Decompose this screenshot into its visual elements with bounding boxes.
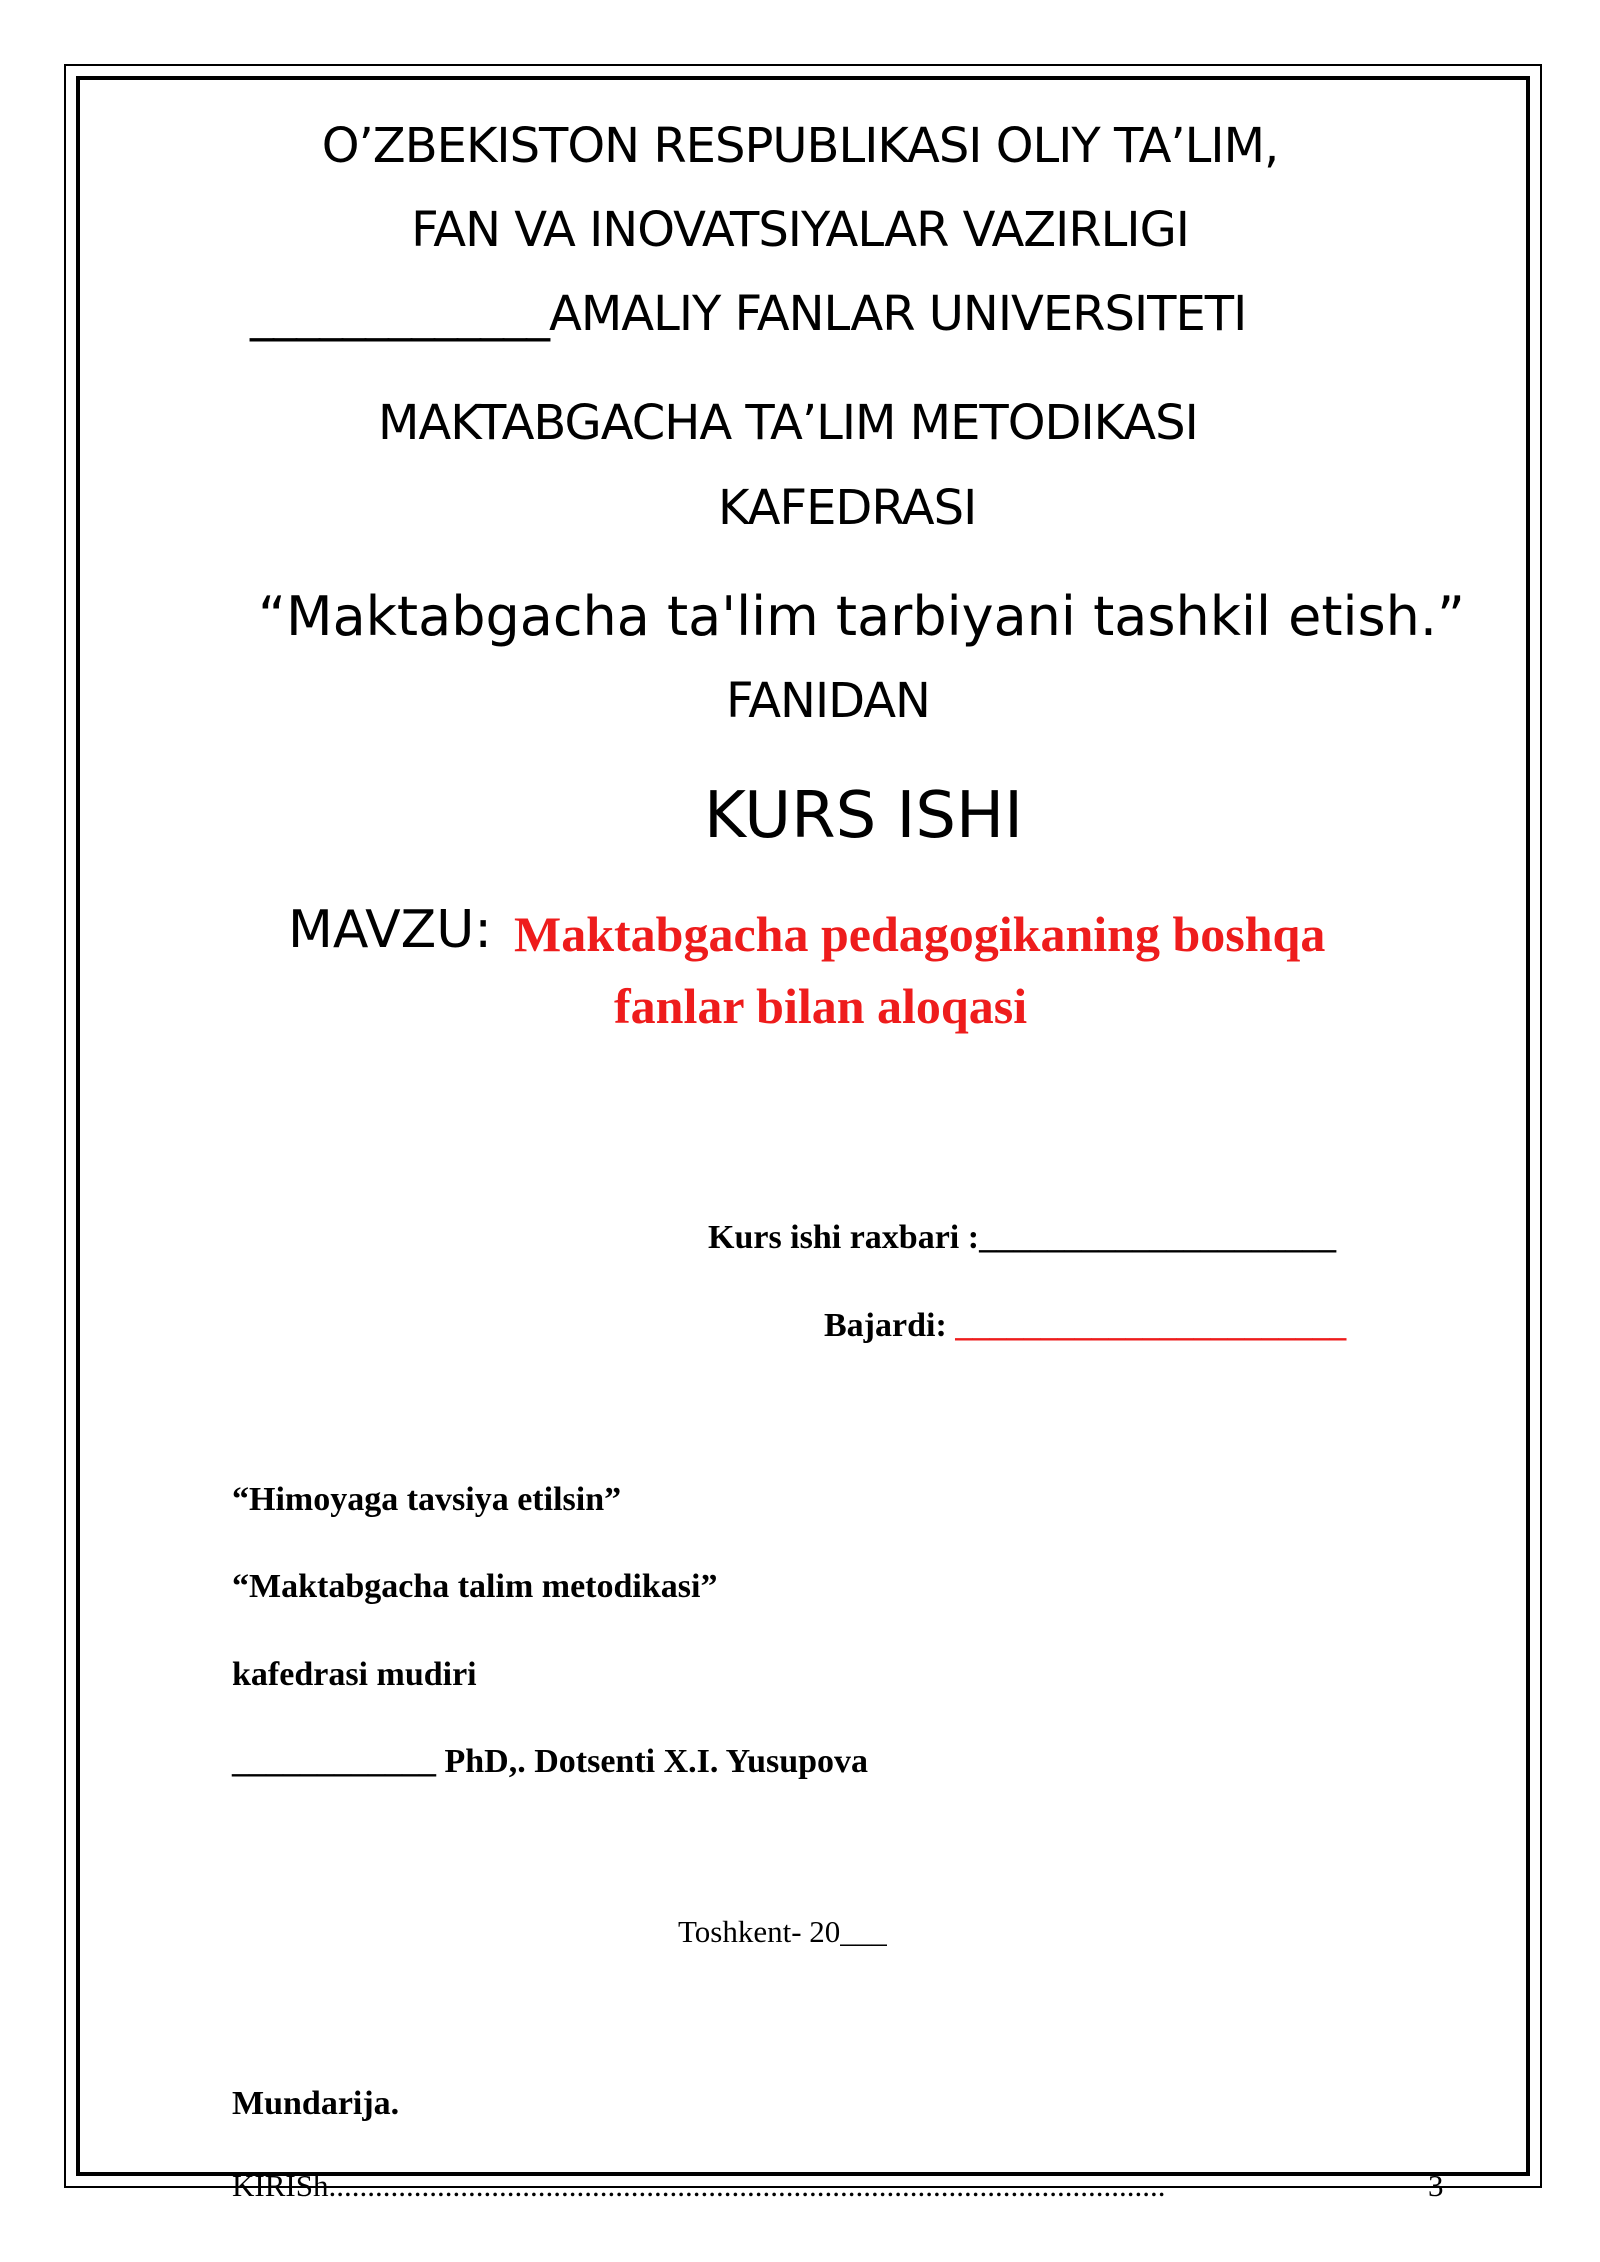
approval-line-3: kafedrasi mudiri: [232, 1656, 477, 1693]
supervisor-blank: _____________________: [979, 1219, 1337, 1256]
department-line-2: KAFEDRASI: [718, 480, 977, 536]
topic-line-1: Maktabgacha pedagogikaning boshqa: [514, 906, 1326, 962]
supervisor-label: Kurs ishi raxbari :: [708, 1219, 980, 1256]
city-year: Toshkent- 20___: [678, 1914, 887, 1949]
work-type-title: KURS ISHI: [704, 779, 1024, 853]
contents-entry-leader: ............................................................................................................: [328, 2168, 1166, 2203]
topic-line-2: fanlar bilan aloqasi: [614, 978, 1028, 1034]
approval-blank: ____________: [232, 1743, 436, 1780]
department-line-1: MAKTABGACHA TA’LIM METODIKASI: [378, 395, 1198, 451]
approval-line-1: “Himoyaga tavsiya etilsin”: [232, 1481, 622, 1518]
university-blank: _____________: [250, 286, 549, 342]
performer-row: [824, 1306, 1346, 1346]
university-line: [250, 286, 1246, 342]
performer-blank: _______________________: [955, 1307, 1347, 1344]
approval-line-2: “Maktabgacha talim metodikasi”: [232, 1568, 718, 1605]
topic-label: MAVZU:: [288, 900, 492, 960]
approval-signature-row: [232, 1742, 868, 1782]
contents-entry-page: 3: [1428, 2168, 1444, 2203]
subject-name: “Maktabgacha ta'lim tarbiyani tashkil etish.”: [258, 585, 1466, 648]
approval-name: PhD,. Dotsenti X.I. Yusupova: [444, 1743, 869, 1780]
contents-entry-label: KIRISh: [232, 2168, 329, 2203]
contents-title: Mundarija.: [232, 2085, 400, 2122]
contents-entry: [232, 2166, 1448, 2206]
subject-suffix: FANIDAN: [726, 673, 930, 729]
page-border-inner: [76, 76, 1530, 2176]
ministry-line-1: O’ZBEKISTON RESPUBLIKASI OLIY TA’LIM,: [321, 118, 1279, 174]
supervisor-row: [708, 1218, 1336, 1258]
performer-label: Bajardi:: [824, 1307, 947, 1344]
ministry-line-2: FAN VA INOVATSIYALAR VAZIRLIGI: [411, 202, 1189, 258]
university-name: AMALIY FANLAR UNIVERSITETI: [549, 286, 1247, 342]
